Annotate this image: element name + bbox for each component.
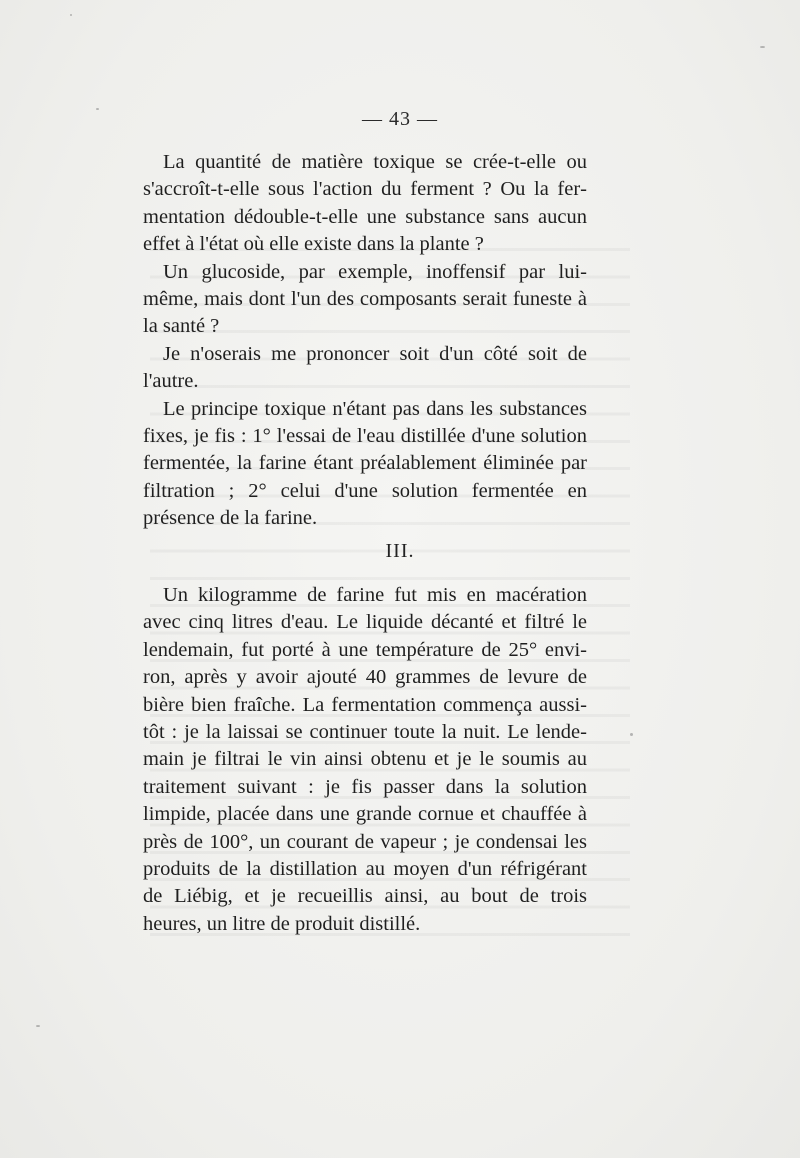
text-block-bottom <box>143 582 587 938</box>
paragraph: Un kilogramme de farine fut mis en macération avec cinq litres d'eau. Le liquide décanté et filtré le lendemain, fut porté à une température de 25° environ, après y avoir ajouté 40 grammes de levure de bière bien fraîche. La fermentation commença aussitôt : je la laissai se continuer toute la nuit. Le lendemain je filtrai le vin ainsi obtenu et je le soumis au traitement suivant : je fis passer dans la solution limpide, placée dans une grande cornue et chauffée à près de 100°, un courant de vapeur ; je condensai les produits de la distillation au moyen d'un réfrigérant de Liébig, et je recueillis ainsi, au bout de trois heures, un litre de produit distillé. <box>143 584 587 935</box>
paragraph: La quantité de matière toxique se crée-t-elle ou s'accroît-t-elle sous l'action du ferment ? Ou la fermentation dédouble-t-elle une substance sans aucun effet à l'état où elle existe dans la plante ? <box>143 151 587 256</box>
paper-speck <box>760 46 765 48</box>
paper-speck <box>630 733 633 736</box>
paper-speck <box>70 14 72 16</box>
text-block-top <box>143 149 587 533</box>
paragraph: Un glucoside, par exemple, inoffensif par lui-même, mais dont l'un des composants serait funeste à la santé ? <box>143 260 587 338</box>
paragraph: Je n'oserais me prononcer soit d'un côté soit de l'autre. <box>143 342 587 393</box>
paragraph: Le principe toxique n'étant pas dans les substances fixes, je fis : 1° l'essai de l'eau distillée d'une solution fermentée, la farine étant préalablement éliminée par filtration ; 2° celui d'une solution fermentée en présence de la farine. <box>143 397 587 530</box>
paper-speck <box>36 1025 40 1027</box>
section-heading: III. <box>385 540 415 562</box>
page-number: — 43 — <box>362 108 438 130</box>
